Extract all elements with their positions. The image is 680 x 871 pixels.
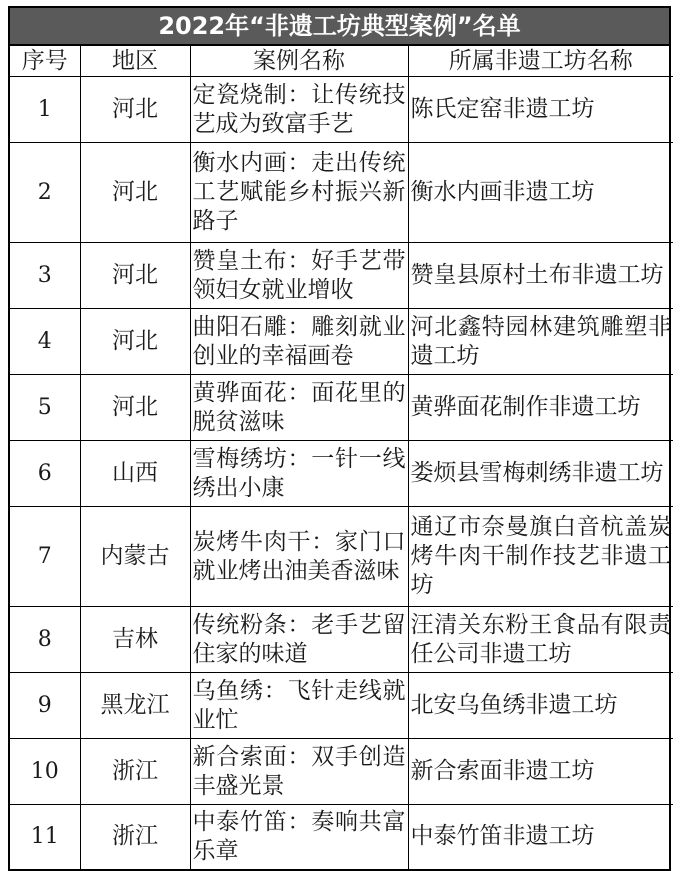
- row-region: 黑龙江: [80, 673, 190, 739]
- row-workshop-name: 黄骅面花制作非遗工坊: [408, 375, 673, 441]
- row-number: 10: [10, 739, 80, 805]
- row-case-name: 雪梅绣坊：一针一线绣出小康: [190, 441, 408, 507]
- row-case-name: 新合索面：双手创造丰盛光景: [190, 739, 408, 805]
- row-region: 河北: [80, 77, 190, 143]
- row-workshop-name: 通辽市奈曼旗白音杭盖炭烤牛肉干制作技艺非遗工坊: [408, 507, 673, 607]
- row-number: 5: [10, 375, 80, 441]
- row-region: 河北: [80, 375, 190, 441]
- table-row: [10, 607, 673, 673]
- row-region: 浙江: [80, 805, 190, 869]
- table-row: [10, 441, 673, 507]
- row-workshop-name: 河北鑫特园林建筑雕塑非遗工坊: [408, 309, 673, 375]
- row-region: 吉林: [80, 607, 190, 673]
- row-case-name: 中泰竹笛：奏响共富乐章: [190, 805, 408, 869]
- row-workshop-name: 赞皇县原村土布非遗工坊: [408, 243, 673, 309]
- table-row: [10, 77, 673, 143]
- table-row: [10, 309, 673, 375]
- row-region: 内蒙古: [80, 507, 190, 607]
- table-row: [10, 375, 673, 441]
- row-case-name: 定瓷烧制：让传统技艺成为致富手艺: [190, 77, 408, 143]
- case-list-table-container: [8, 6, 671, 871]
- row-case-name: 黄骅面花：面花里的脱贫滋味: [190, 375, 408, 441]
- row-number: 1: [10, 77, 80, 143]
- header-region: 地区: [80, 46, 190, 77]
- case-list-table: [10, 46, 673, 869]
- row-case-name: 赞皇土布：好手艺带领妇女就业增收: [190, 243, 408, 309]
- table-title: 2022年“非遗工坊典型案例”名单: [10, 8, 669, 46]
- row-number: 8: [10, 607, 80, 673]
- row-workshop-name: 北安乌鱼绣非遗工坊: [408, 673, 673, 739]
- row-case-name: 衡水内画：走出传统工艺赋能乡村振兴新路子: [190, 143, 408, 243]
- header-serial: 序号: [10, 46, 80, 77]
- row-case-name: 曲阳石雕：雕刻就业创业的幸福画卷: [190, 309, 408, 375]
- row-number: 2: [10, 143, 80, 243]
- row-workshop-name: 衡水内画非遗工坊: [408, 143, 673, 243]
- row-workshop-name: 娄烦县雪梅刺绣非遗工坊: [408, 441, 673, 507]
- row-workshop-name: 中泰竹笛非遗工坊: [408, 805, 673, 869]
- table-row: [10, 673, 673, 739]
- row-number: 7: [10, 507, 80, 607]
- row-region: 河北: [80, 243, 190, 309]
- row-number: 6: [10, 441, 80, 507]
- header-case-name: 案例名称: [190, 46, 408, 77]
- table-row: [10, 805, 673, 869]
- row-number: 11: [10, 805, 80, 869]
- row-number: 9: [10, 673, 80, 739]
- row-workshop-name: 陈氏定窑非遗工坊: [408, 77, 673, 143]
- row-case-name: 传统粉条：老手艺留住家的味道: [190, 607, 408, 673]
- row-number: 4: [10, 309, 80, 375]
- header-row: [10, 46, 673, 77]
- row-region: 浙江: [80, 739, 190, 805]
- row-workshop-name: 汪清关东粉王食品有限责任公司非遗工坊: [408, 607, 673, 673]
- header-workshop-name: 所属非遗工坊名称: [408, 46, 673, 77]
- row-case-name: 乌鱼绣：飞针走线就业忙: [190, 673, 408, 739]
- row-region: 河北: [80, 309, 190, 375]
- row-number: 3: [10, 243, 80, 309]
- table-row: [10, 243, 673, 309]
- row-case-name: 炭烤牛肉干：家门口就业烤出油美香滋味: [190, 507, 408, 607]
- table-row: [10, 739, 673, 805]
- table-row: [10, 507, 673, 607]
- row-workshop-name: 新合索面非遗工坊: [408, 739, 673, 805]
- table-row: [10, 143, 673, 243]
- row-region: 河北: [80, 143, 190, 243]
- row-region: 山西: [80, 441, 190, 507]
